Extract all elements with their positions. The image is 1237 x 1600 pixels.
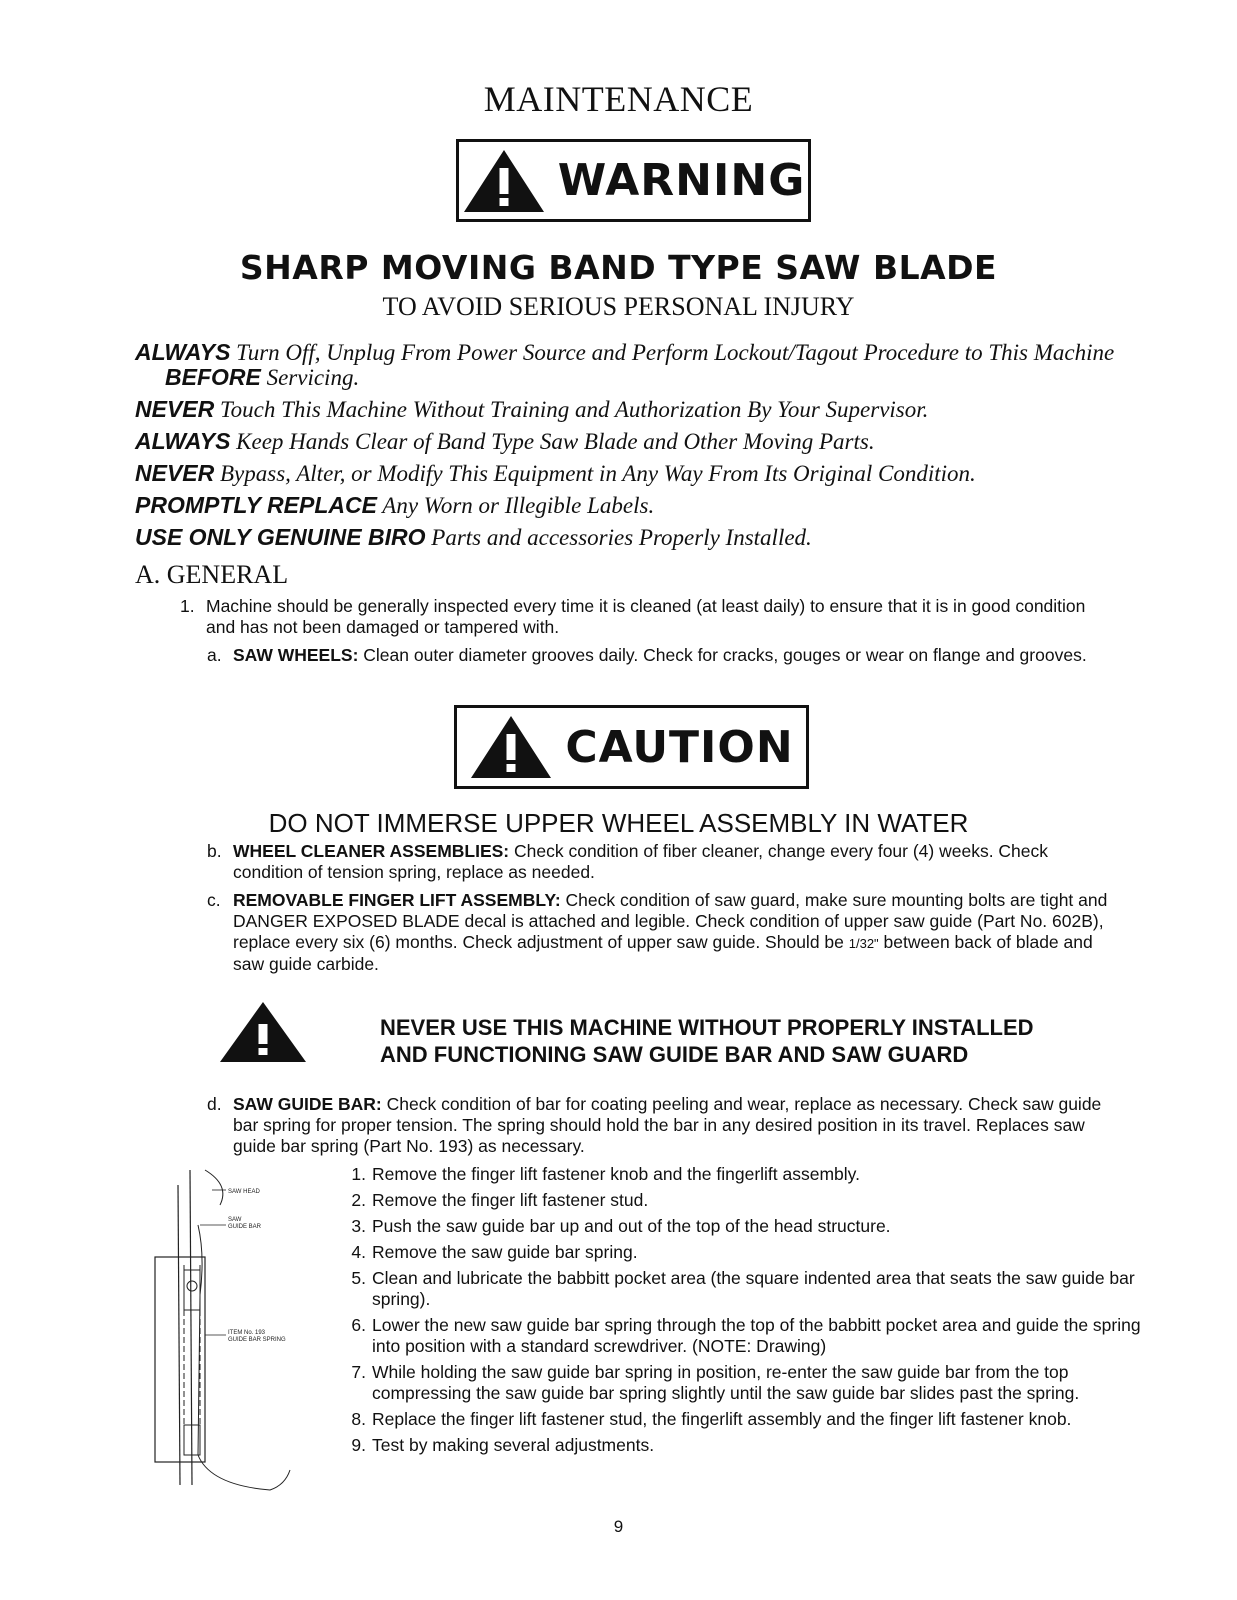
diagram-label-item-193: ITEM No. 193 <box>228 1330 266 1336</box>
rule-lead: PROMPTLY REPLACE <box>135 492 377 518</box>
list-item <box>351 1315 1152 1357</box>
warning-box <box>456 139 811 222</box>
page-title: MAINTENANCE <box>483 79 754 119</box>
item-b <box>207 841 1113 883</box>
never-notice-line: NEVER USE THIS MACHINE WITHOUT PROPERLY INSTALLED <box>380 1015 1034 1040</box>
step-number: 5. <box>351 1268 366 1288</box>
item-label: SAW WHEELS: <box>233 645 359 665</box>
safety-rule <box>135 340 1135 390</box>
step-number: 7. <box>351 1362 366 1382</box>
step-text: Test by making several adjustments. <box>372 1435 655 1455</box>
never-notice <box>380 1014 1140 1068</box>
rule-lead: ALWAYS <box>135 428 231 454</box>
rule-lead: NEVER <box>135 396 215 422</box>
rule-lead: BEFORE <box>165 364 261 390</box>
rule-lead: ALWAYS <box>135 339 231 365</box>
item-number: 1. <box>180 596 195 616</box>
list-item <box>351 1268 1152 1310</box>
hazard-subheading: TO AVOID SERIOUS PERSONAL INJURY <box>382 292 855 321</box>
safety-rule <box>135 525 1135 550</box>
warning-word: WARNING <box>557 155 806 206</box>
caution-message: DO NOT IMMERSE UPPER WHEEL ASSEMBLY IN WATER <box>268 808 969 838</box>
step-number: 8. <box>351 1409 366 1429</box>
rule-text: Turn Off, Unplug From Power Source and Perform Lockout/Tagout Procedure to This Machine <box>230 340 1115 365</box>
diagram-label-saw-head: SAW HEAD <box>228 1189 260 1195</box>
page-number: 9 <box>613 1517 624 1536</box>
warning-triangle-icon <box>218 1000 308 1069</box>
item-c <box>207 890 1128 975</box>
item-label: WHEEL CLEANER ASSEMBLIES: <box>233 841 510 861</box>
step-text: Remove the finger lift fastener knob and the fingerlift assembly. <box>372 1164 860 1184</box>
step-text: Clean and lubricate the babbitt pocket area (the square indented area that seats the saw guide bar spring). <box>372 1268 1135 1309</box>
safety-rules <box>135 340 1135 557</box>
item-a <box>207 645 1113 666</box>
caution-word: CAUTION <box>565 721 794 773</box>
step-number: 3. <box>351 1216 366 1236</box>
item-text: Check condition of saw guard, make sure mounting bolts are tight and DANGER EXPOSED BLADE decal is attached and legible. Check condition of upper saw guide (Part No. 602B), replace every six (6) months. Check adjustment of upper saw guide. Should be <box>233 890 1108 952</box>
rule-lead: NEVER <box>135 460 215 486</box>
list-item <box>351 1216 1152 1237</box>
never-notice-line: AND FUNCTIONING SAW GUIDE BAR AND SAW GUARD <box>380 1042 969 1067</box>
section-heading: A. GENERAL <box>135 560 289 589</box>
item-letter: a. <box>207 645 222 665</box>
item-1 <box>180 596 1106 638</box>
saw-guide-diagram <box>150 1165 320 1505</box>
fraction: 1/32" <box>848 936 879 951</box>
step-text: Remove the saw guide bar spring. <box>372 1242 638 1262</box>
step-number: 6. <box>351 1315 366 1335</box>
item-text: between back of blade and saw guide carbide. <box>233 932 1093 974</box>
list-item <box>351 1164 1152 1185</box>
safety-rule <box>135 397 1135 422</box>
item-text: Clean outer diameter grooves daily. Check for cracks, gouges or wear on flange and grooves. <box>358 645 1087 665</box>
list-item <box>351 1242 1152 1263</box>
rule-text: Touch This Machine Without Training and Authorization By Your Supervisor. <box>214 397 929 422</box>
item-d <box>207 1094 1113 1157</box>
item-letter: b. <box>207 841 222 861</box>
step-number: 9. <box>351 1435 366 1455</box>
safety-rule <box>135 493 1135 518</box>
step-text: Push the saw guide bar up and out of the top of the head structure. <box>372 1216 891 1236</box>
step-number: 2. <box>351 1190 366 1210</box>
step-text: Remove the finger lift fastener stud. <box>372 1190 649 1210</box>
step-text: Replace the finger lift fastener stud, the fingerlift assembly and the finger lift fastener knob. <box>372 1409 1072 1429</box>
rule-text: Servicing. <box>260 365 360 390</box>
item-letter: c. <box>207 890 221 910</box>
step-number: 4. <box>351 1242 366 1262</box>
step-text: Lower the new saw guide bar spring through the top of the babbitt pocket area and guide the spring into position with a standard screwdriver. (NOTE: Drawing) <box>372 1315 1141 1356</box>
item-label: REMOVABLE FINGER LIFT ASSEMBLY: <box>233 890 561 910</box>
step-number: 1. <box>351 1164 366 1184</box>
diagram-label-guide-bar-spring: GUIDE BAR SPRING <box>228 1337 286 1343</box>
item-text: Check condition of fiber cleaner, change every four (4) weeks. Check condition of tension spring, replace as needed. <box>233 841 1049 882</box>
diagram-label-guide-bar: GUIDE BAR <box>228 1224 262 1230</box>
list-item <box>351 1409 1152 1430</box>
warning-triangle-icon <box>469 714 553 780</box>
item-label: SAW GUIDE BAR: <box>233 1094 382 1114</box>
item-letter: d. <box>207 1094 222 1114</box>
item-text: Machine should be generally inspected every time it is cleaned (at least daily) to ensure that it is in good condition and has not been damaged or tampered with. <box>206 596 1086 637</box>
rule-lead: USE ONLY GENUINE BIRO <box>135 524 426 550</box>
rule-text: Keep Hands Clear of Band Type Saw Blade and Other Moving Parts. <box>230 429 875 454</box>
list-item <box>351 1362 1152 1404</box>
steps-list <box>351 1164 1152 1461</box>
safety-rule <box>135 461 1135 486</box>
caution-box <box>454 705 809 789</box>
diagram-label-saw: SAW <box>228 1217 242 1223</box>
warning-triangle-icon <box>462 148 546 214</box>
safety-rule <box>135 429 1135 454</box>
step-text: While holding the saw guide bar spring in position, re-enter the saw guide bar from the top compressing the saw guide bar spring slightly until the saw guide bar slides past the spring. <box>372 1362 1080 1403</box>
hazard-heading: SHARP MOVING BAND TYPE SAW BLADE <box>239 248 998 287</box>
list-item <box>351 1190 1152 1211</box>
list-item <box>351 1435 1152 1456</box>
item-text: Check condition of bar for coating peeling and wear, replace as necessary. Check saw guide bar spring for proper tension. The spring should hold the bar in any desired position in its travel. Replaces saw guide bar spring (Part No. 193) as necessary. <box>233 1094 1102 1156</box>
rule-text: Parts and accessories Properly Installed. <box>425 525 812 550</box>
rule-text: Bypass, Alter, or Modify This Equipment in Any Way From Its Original Condition. <box>214 461 976 486</box>
rule-text: Any Worn or Illegible Labels. <box>376 493 655 518</box>
